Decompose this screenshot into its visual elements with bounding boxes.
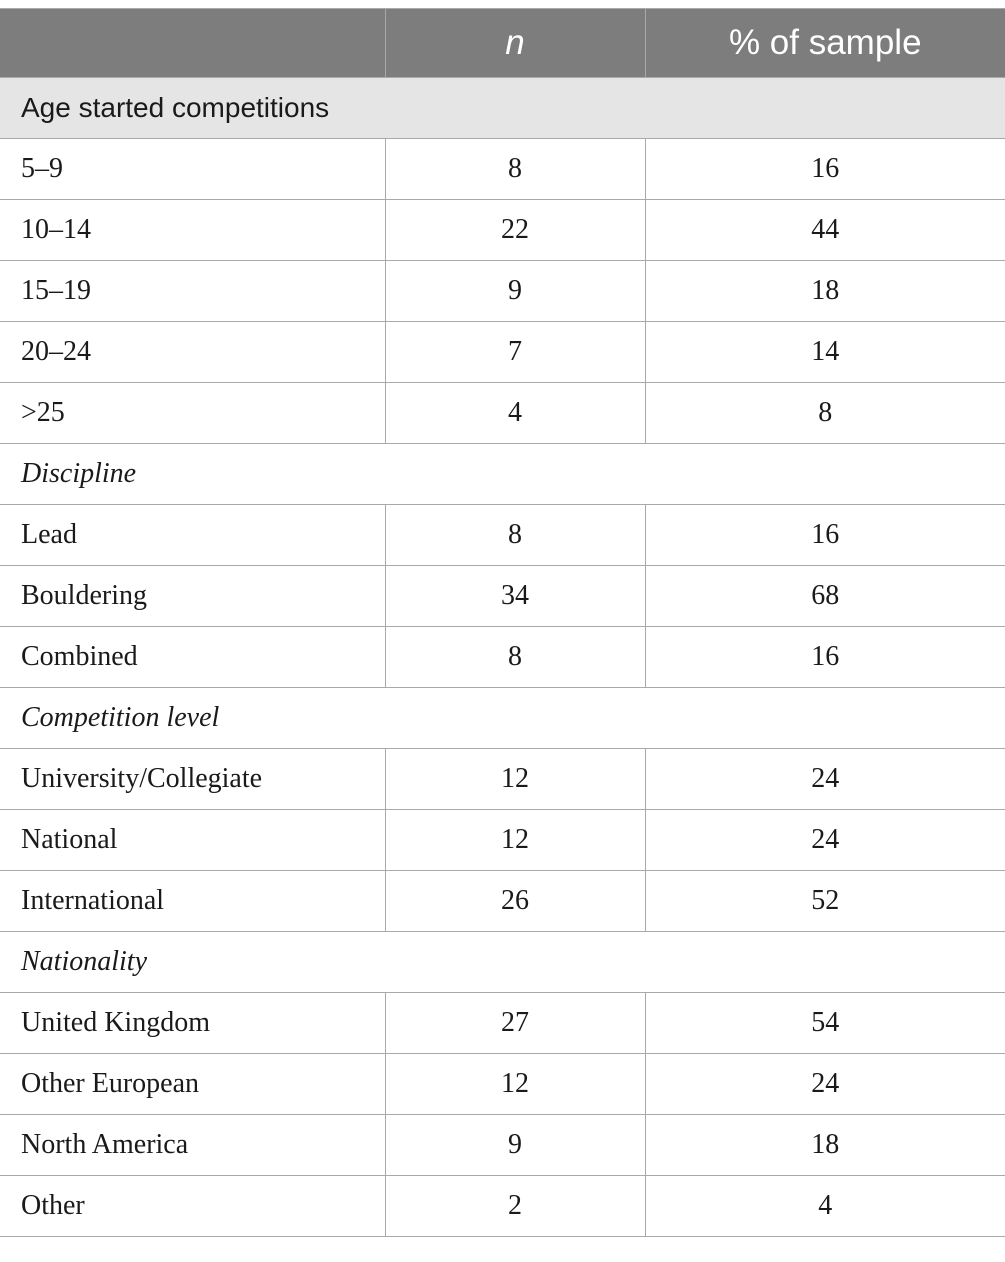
- section-title-age-started: Age started competitions: [0, 78, 1005, 139]
- row-percent: 18: [645, 261, 1005, 322]
- header-n: n: [385, 9, 645, 78]
- row-percent: 24: [645, 1054, 1005, 1115]
- row-percent: 16: [645, 139, 1005, 200]
- row-percent: 68: [645, 566, 1005, 627]
- table-row: [0, 261, 1005, 322]
- table-row: [0, 505, 1005, 566]
- table-row: [0, 749, 1005, 810]
- row-label: University/Collegiate: [0, 749, 385, 810]
- row-label: Lead: [0, 505, 385, 566]
- table-row: [0, 810, 1005, 871]
- row-label: United Kingdom: [0, 993, 385, 1054]
- row-percent: 18: [645, 1115, 1005, 1176]
- row-n: 26: [385, 871, 645, 932]
- row-n: 12: [385, 810, 645, 871]
- group-row-discipline: [0, 444, 1005, 505]
- row-percent: 16: [645, 505, 1005, 566]
- row-percent: 14: [645, 322, 1005, 383]
- row-n: 22: [385, 200, 645, 261]
- table-row: [0, 200, 1005, 261]
- header-percent-of-sample: % of sample: [645, 9, 1005, 78]
- table-header: [0, 9, 1005, 78]
- row-n: 8: [385, 627, 645, 688]
- table-row: [0, 627, 1005, 688]
- row-label: 5–9: [0, 139, 385, 200]
- row-label: 10–14: [0, 200, 385, 261]
- table-row: [0, 1054, 1005, 1115]
- table-row: [0, 1176, 1005, 1237]
- row-label: 20–24: [0, 322, 385, 383]
- table-row: [0, 993, 1005, 1054]
- row-label: National: [0, 810, 385, 871]
- row-n: 34: [385, 566, 645, 627]
- table-body: [0, 78, 1005, 1237]
- table-row: [0, 139, 1005, 200]
- row-n: 8: [385, 139, 645, 200]
- demographics-table-container: [0, 8, 1005, 1237]
- row-label: >25: [0, 383, 385, 444]
- row-n: 9: [385, 261, 645, 322]
- row-percent: 52: [645, 871, 1005, 932]
- row-percent: 4: [645, 1176, 1005, 1237]
- table-row: [0, 1115, 1005, 1176]
- row-percent: 8: [645, 383, 1005, 444]
- row-label: Bouldering: [0, 566, 385, 627]
- row-label: International: [0, 871, 385, 932]
- row-n: 27: [385, 993, 645, 1054]
- row-label: Other European: [0, 1054, 385, 1115]
- group-title-competition-level: Competition level: [0, 688, 1005, 749]
- group-title-discipline: Discipline: [0, 444, 1005, 505]
- row-n: 2: [385, 1176, 645, 1237]
- table-row: [0, 871, 1005, 932]
- table-row: [0, 566, 1005, 627]
- group-title-nationality: Nationality: [0, 932, 1005, 993]
- group-row-competition-level: [0, 688, 1005, 749]
- row-label: 15–19: [0, 261, 385, 322]
- header-blank-cell: [0, 9, 385, 78]
- row-n: 7: [385, 322, 645, 383]
- demographics-table: [0, 8, 1005, 1237]
- table-row: [0, 383, 1005, 444]
- row-percent: 16: [645, 627, 1005, 688]
- table-row: [0, 322, 1005, 383]
- row-label: Other: [0, 1176, 385, 1237]
- row-percent: 54: [645, 993, 1005, 1054]
- row-n: 12: [385, 1054, 645, 1115]
- row-label: Combined: [0, 627, 385, 688]
- row-percent: 44: [645, 200, 1005, 261]
- row-percent: 24: [645, 810, 1005, 871]
- row-n: 4: [385, 383, 645, 444]
- header-row: [0, 9, 1005, 78]
- section-row-age-started: [0, 78, 1005, 139]
- group-row-nationality: [0, 932, 1005, 993]
- row-n: 8: [385, 505, 645, 566]
- row-percent: 24: [645, 749, 1005, 810]
- row-label: North America: [0, 1115, 385, 1176]
- row-n: 12: [385, 749, 645, 810]
- row-n: 9: [385, 1115, 645, 1176]
